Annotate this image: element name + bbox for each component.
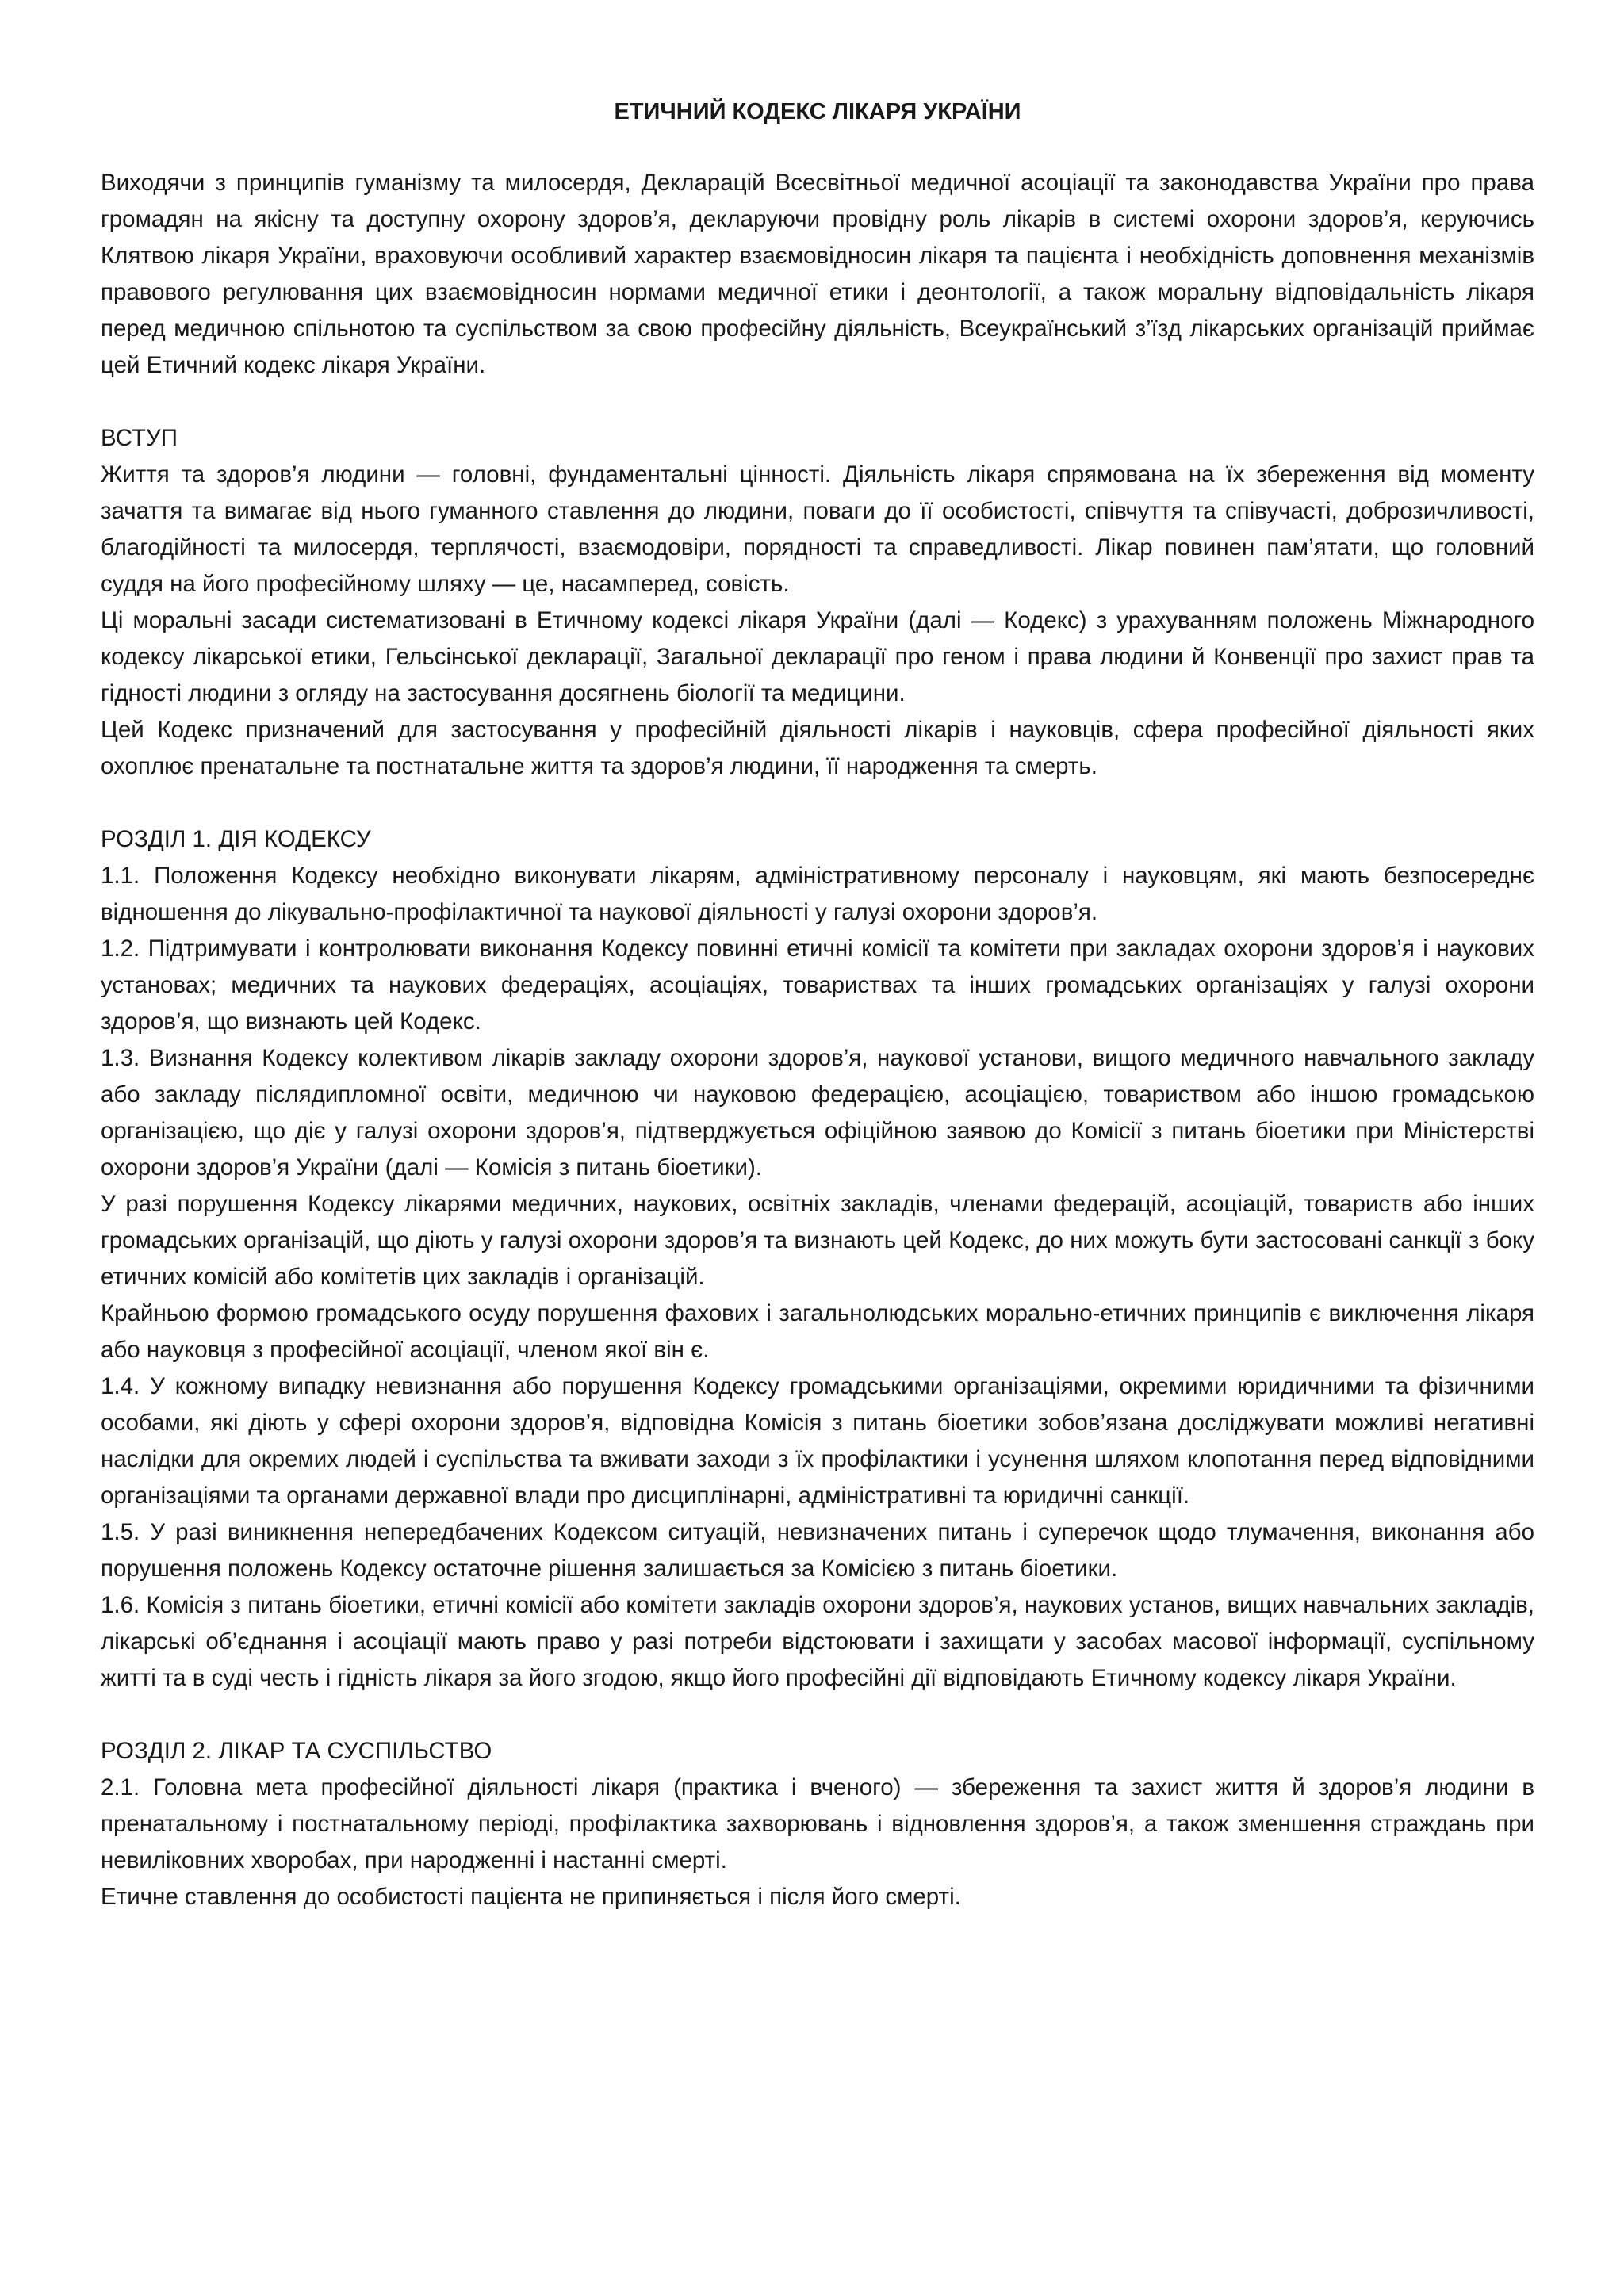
section-1-paragraph: 1.2. Підтримувати і контролювати виконання Кодексу повинні етичні комісії та комітети при закладах охорони здоров’я і наукових установах; медичних та наукових федераціях, асоціаціях, товариствах та інших громадських організаціях у галузі охорони здоров’я, що визнають цей Кодекс.: [101, 936, 1534, 1035]
section-1-paragraph: 1.5. У разі виникнення непередбачених Кодексом ситуацій, невизначених питань і суперечок щодо тлумачення, виконання або порушення положень Кодексу остаточне рішення залишається за Комісією з питань біоетики.: [101, 1519, 1534, 1582]
section-1-paragraph: 1.6. Комісія з питань біоетики, етичні комісії або комітети закладів охорони здоров’я, наукових установ, вищих навчальних закладів, лікарські об’єднання і асоціації мають право у разі потреби відстоювати і захищати у засобах масової інформації, суспільному житті та в суді честь і гідність лікаря за його згодою, якщо його професійні дії відповідають Етичному кодексу лікаря України.: [101, 1592, 1534, 1691]
section-2: [101, 1733, 1534, 1915]
section-2-paragraph: 2.1. Головна мета професійної діяльності лікаря (практика і вченого) — збереження та захист життя й здоров’я людини в пренатальному і постнатальному періоді, профілактика захворювань і відновлення здоров’я, а також зменшення страждань при невиліковних хворобах, при народженні і настанні смерті.: [101, 1774, 1534, 1873]
section-1-paragraph: 1.3. Визнання Кодексу колективом лікарів закладу охорони здоров’я, наукової установи, вищого медичного навчального закладу або закладу післядипломної освіти, медичною чи науковою федерацією, асоціацією, товариством або іншою громадською організацією, що діє у галузі охорони здоров’я, підтверджується офіційною заявою до Комісії з питань біоетики при Міністерстві охорони здоров’я України (далі — Комісія з питань біоетики).: [101, 1045, 1534, 1181]
intro-heading: ВСТУП: [101, 425, 178, 451]
section-1: [101, 821, 1534, 1697]
intro-paragraph: Ці моральні засади систематизовані в Етичному кодексі лікаря України (далі — Кодекс) з урахуванням положень Міжнародного кодексу лікарської етики, Гельсінської декларації, Загальної декларації про геном і права людини й Конвенції про захист прав та гідності людини з огляду на застосування досягнень біології та медицини.: [101, 607, 1534, 706]
section-2-paragraph: Етичне ставлення до особистості пацієнта не припиняється і після його смерті.: [101, 1884, 961, 1910]
section-2-heading: РОЗДІЛ 2. ЛІКАР ТА СУСПІЛЬСТВО: [101, 1738, 492, 1764]
intro-paragraph: Життя та здоров’я людини — головні, фундаментальні цінності. Діяльність лікаря спрямована на їх збереження від моменту зачаття та вимагає від нього гуманного ставлення до людини, поваги до її особистості, співчуття та співучасті, доброзичливості, благодійності та милосердя, терплячості, взаємодовіри, порядності та справедливості. Лікар повинен пам’ятати, що головний суддя на його професійному шляху — це, насамперед, совість.: [101, 461, 1534, 597]
section-1-paragraph: 1.4. У кожному випадку невизнання або порушення Кодексу громадськими організаціями, окремими юридичними та фізичними особами, які діють у сфері охорони здоров’я, відповідна Комісія з питань біоетики зобов’язана досліджувати можливі негативні наслідки для окремих людей і суспільства та вживати заходи з їх профілактики і усунення шляхом клопотання перед відповідними організаціями та органами державної влади про дисциплінарні, адміністративні та юридичні санкції.: [101, 1373, 1534, 1509]
preamble-paragraph: Виходячи з принципів гуманізму та милосердя, Декларацій Всесвітньої медичної асоціації та законодавства України про права громадян на якісну та доступну охорону здоров’я, декларуючи провідну роль лікарів в системі охорони здоров’я, керуючись Клятвою лікаря України, враховуючи особливий характер взаємовідносин лікаря та пацієнта і необхідність доповнення механізмів правового регулювання цих взаємовідносин нормами медичної етики і деонтології, а також моральну відповідальність лікаря перед медичною спільнотою та суспільством за свою професійну діяльність, Всеукраїнський з’їзд лікарських організацій приймає цей Етичний кодекс лікаря України.: [101, 170, 1534, 378]
spacer: [101, 384, 1534, 420]
section-1-paragraph: У разі порушення Кодексу лікарями медичних, наукових, освітніх закладів, членами федерацій, асоціацій, товариств або інших громадських організацій, що діють у галузі охорони здоров’я та визнають цей Кодекс, до них можуть бути застосовані санкції з боку етичних комісій або комітетів цих закладів і організацій.: [101, 1191, 1534, 1290]
section-1-paragraph: 1.1. Положення Кодексу необхідно виконувати лікарям, адміністративному персоналу і науковцям, які мають безпосереднє відношення до лікувально-профілактичної та наукової діяльності у галузі охорони здоров’я.: [101, 863, 1534, 925]
section-1-paragraph: Крайньою формою громадського осуду порушення фахових і загальнолюдських морально-етичних принципів є виключення лікаря або науковця з професійної асоціації, членом якої він є.: [101, 1300, 1534, 1363]
section-1-heading: РОЗДІЛ 1. ДІЯ КОДЕКСУ: [101, 826, 371, 852]
document-title: ЕТИЧНИЙ КОДЕКС ЛІКАРЯ УКРАЇНИ: [614, 99, 1021, 124]
spacer: [101, 1697, 1534, 1733]
intro-section: [101, 420, 1534, 785]
spacer: [101, 785, 1534, 821]
document-page: [101, 94, 1534, 1915]
intro-paragraph: Цей Кодекс призначений для застосування у професійній діяльності лікарів і науковців, сфера професійної діяльності яких охоплює пренатальне та постнатальне життя та здоров’я людини, її народження та смерть.: [101, 717, 1534, 779]
